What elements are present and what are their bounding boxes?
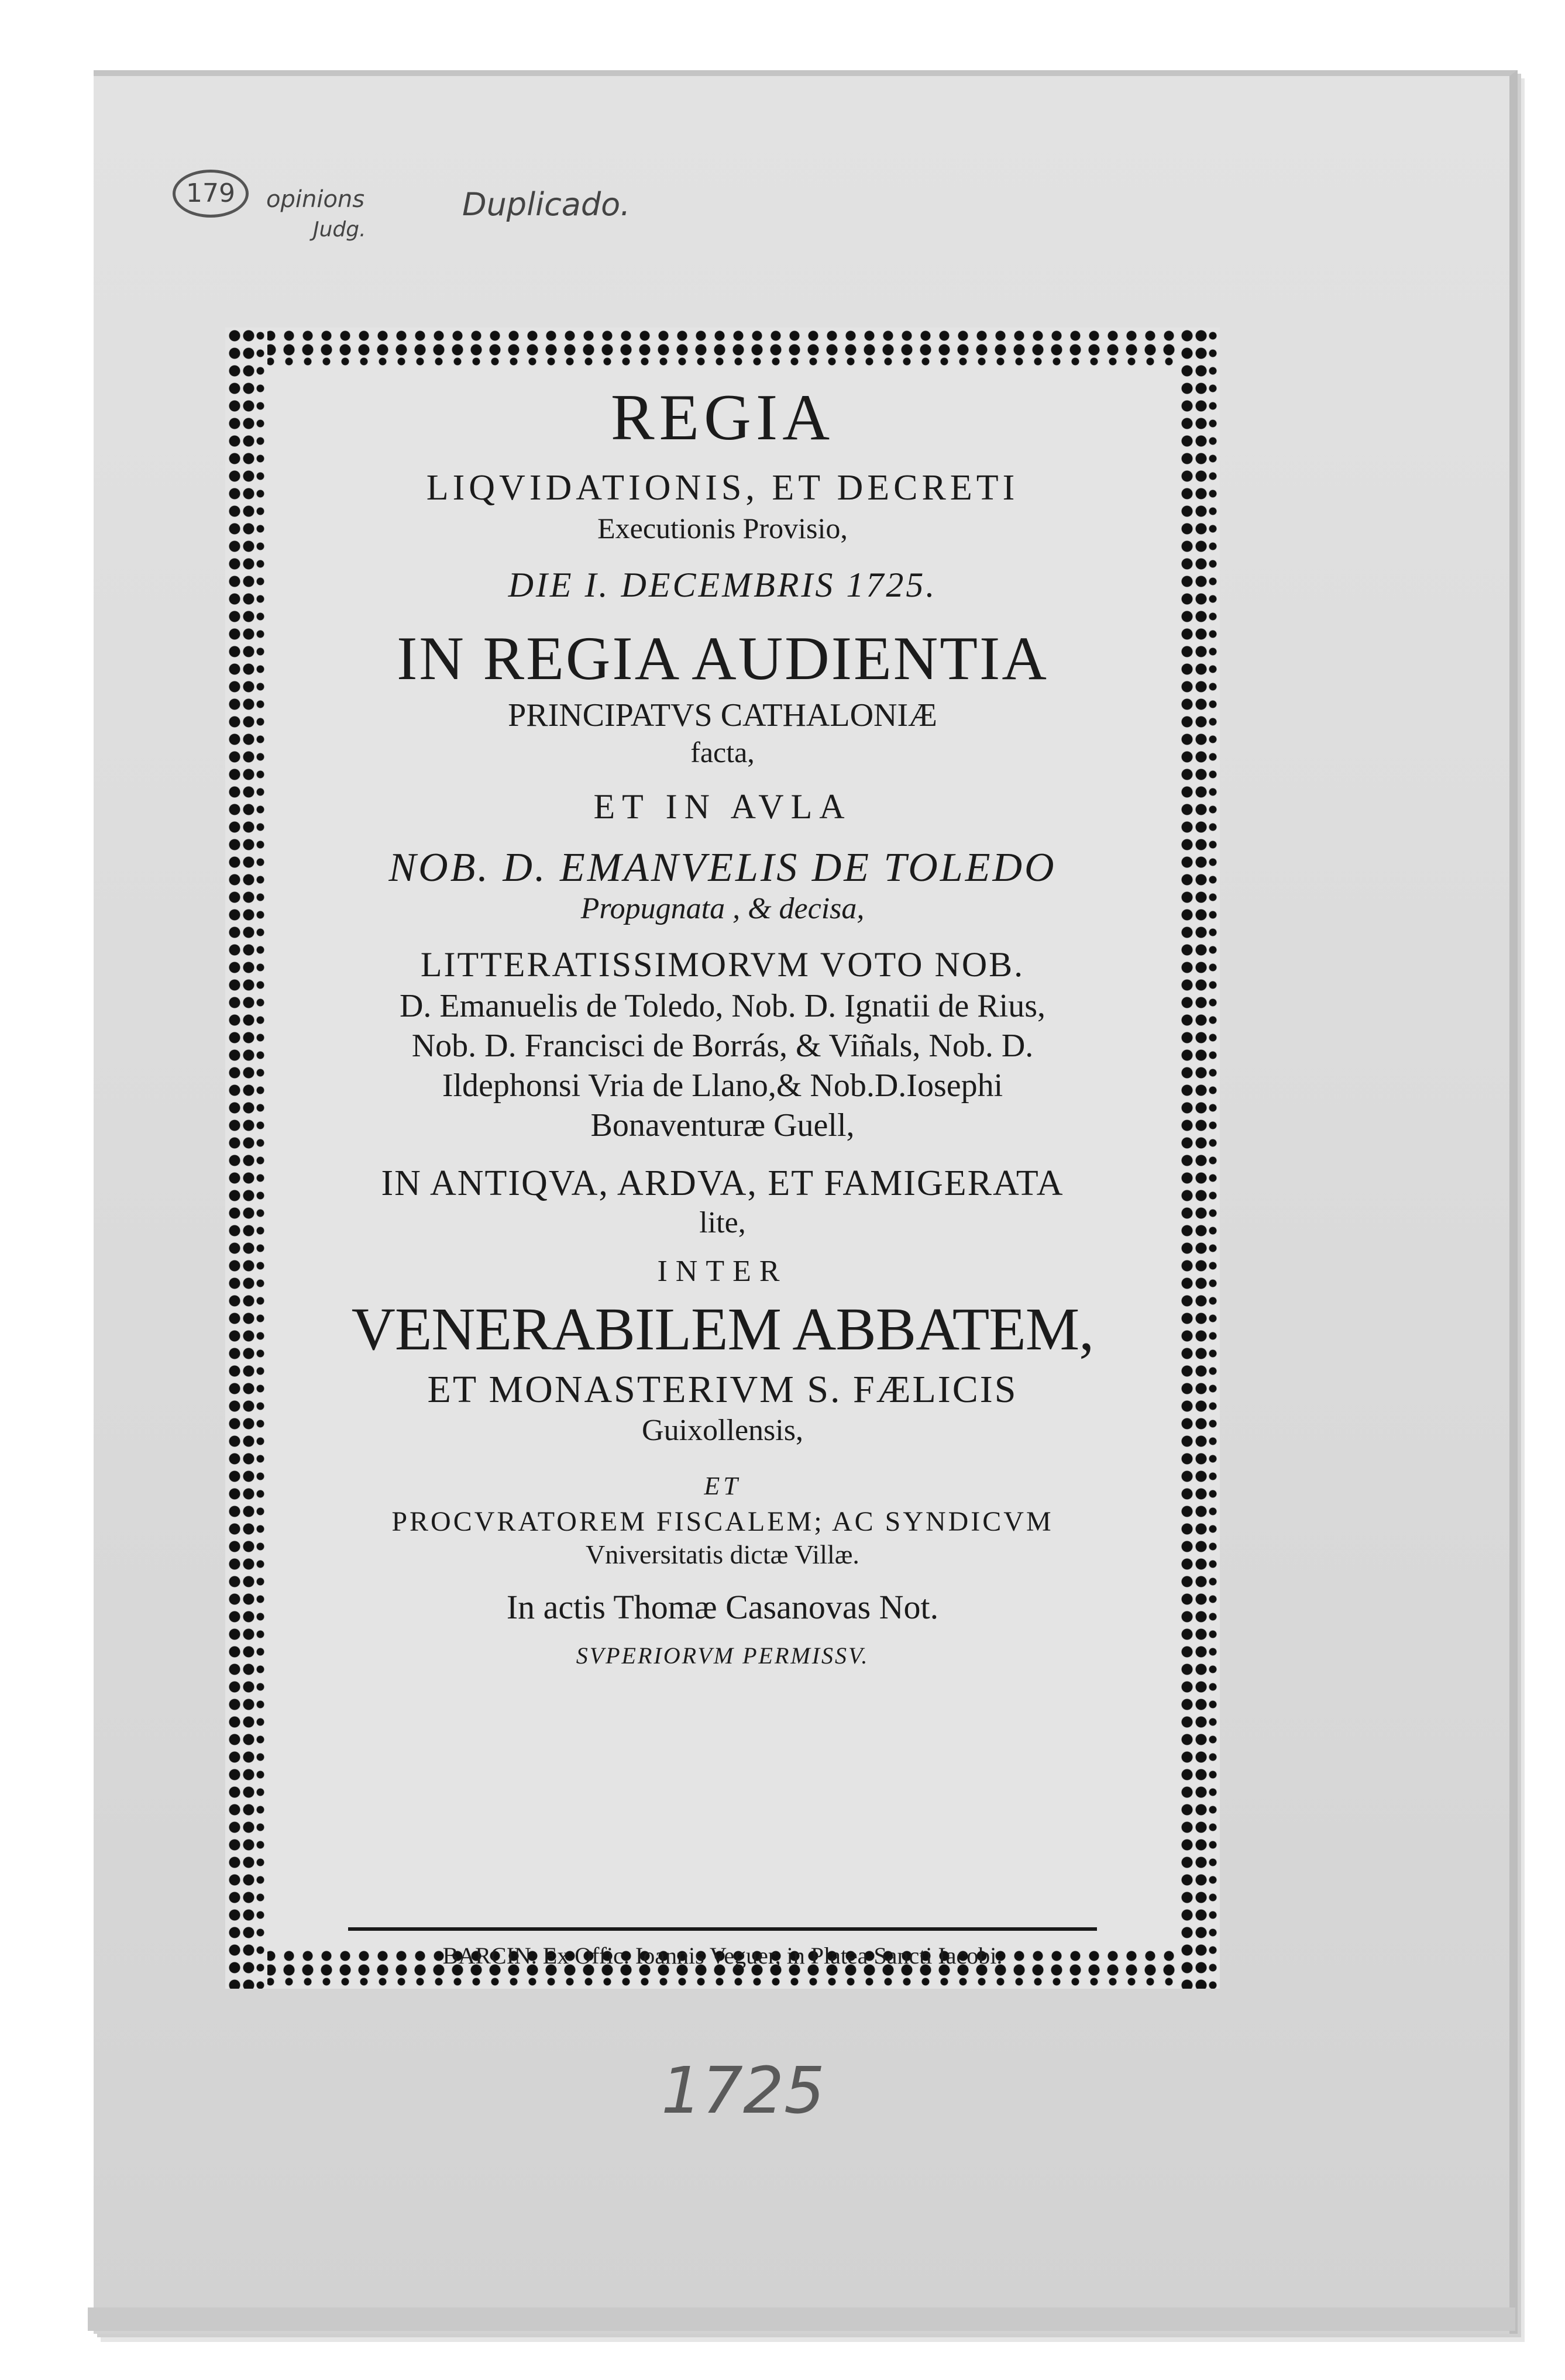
- title-nob-emanuelis: NOB. D. EMANVELIS DE TOLEDO: [388, 845, 1057, 890]
- title-text-block: [284, 380, 1161, 1969]
- title-et-in-aula: ET IN AVLA: [593, 787, 852, 826]
- title-regia-audientia: IN REGIA AUDIENTIA: [397, 624, 1048, 693]
- title-procuratorem: PROCVRATOREM FISCALEM; AC SYNDICVM: [391, 1506, 1054, 1537]
- title-judges-1: D. Emanuelis de Toledo, Nob. D. Ignatii de Rius,: [399, 988, 1045, 1024]
- title-guixollensis: Guixollensis,: [642, 1414, 803, 1447]
- title-superiorum: SVPERIORVM PERMISSV.: [576, 1642, 869, 1669]
- imprint-line: BARCIN. Ex Offic. Ioannis Veguer, in Platea Sancti Iacobi.: [442, 1942, 1003, 1969]
- title-judges-2: Nob. D. Francisci de Borrás, & Viñals, Nob. D.: [411, 1028, 1034, 1064]
- title-inter: INTER: [657, 1255, 788, 1288]
- handwritten-note-duplicado: Duplicado.: [462, 186, 631, 223]
- title-date: DIE I. DECEMBRIS 1725.: [508, 566, 937, 604]
- catalog-number: 179: [173, 170, 249, 218]
- title-in-actis: In actis Thomæ Casanovas Not.: [506, 1588, 939, 1626]
- title-liquidationis: LIQVIDATIONIS, ET DECRETI: [426, 468, 1019, 508]
- title-et: ET: [704, 1472, 741, 1500]
- title-regia: REGIA: [610, 381, 835, 454]
- title-universitatis: Vniversitatis dictæ Villæ.: [586, 1539, 859, 1569]
- ornamental-border: [225, 328, 1220, 1989]
- title-principatus: PRINCIPATVS CATHALONIÆ: [508, 697, 937, 733]
- title-antiqua: IN ANTIQVA, ARDVA, ET FAMIGERATA: [381, 1163, 1064, 1203]
- imprint-rule: [348, 1927, 1097, 1931]
- handwritten-note-judg: Judg.: [313, 218, 366, 242]
- handwritten-year: 1725: [661, 2053, 825, 2128]
- handwritten-note-opinions: opinions: [266, 186, 365, 213]
- title-litteratissimorum: LITTERATISSIMORVM VOTO NOB.: [420, 945, 1025, 984]
- border-top: [225, 328, 1220, 368]
- border-left: [225, 328, 267, 1989]
- paper-bottom-edge: [88, 2307, 1515, 2331]
- title-lite: lite,: [699, 1206, 746, 1239]
- title-monasterium: ET MONASTERIVM S. FÆLICIS: [427, 1368, 1018, 1411]
- title-facta: facta,: [690, 736, 755, 769]
- title-judges-4: Bonaventuræ Guell,: [590, 1107, 855, 1143]
- title-propugnata: Propugnata , & decisa,: [580, 892, 865, 925]
- border-right: [1178, 328, 1220, 1989]
- title-executionis: Executionis Provisio,: [597, 512, 848, 545]
- title-venerabilem: VENERABILEM ABBATEM,: [351, 1296, 1094, 1363]
- title-judges-3: Ildephonsi Vria de Llano,& Nob.D.Iosephi: [442, 1067, 1003, 1104]
